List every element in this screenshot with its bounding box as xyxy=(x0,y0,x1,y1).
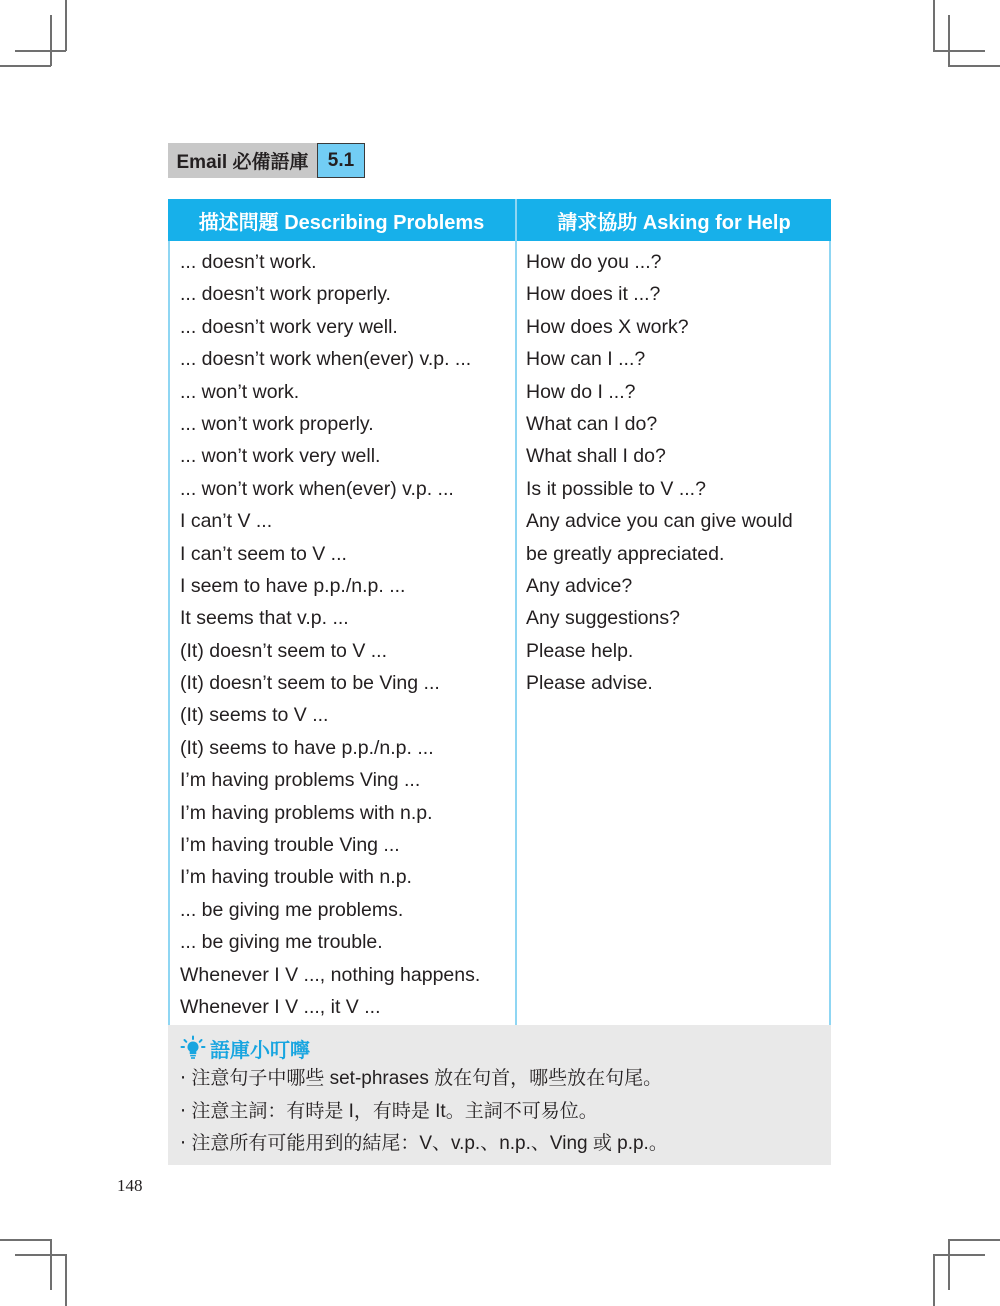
phrase-item: Please help. xyxy=(526,639,634,662)
phrase-item: Any advice you can give would xyxy=(526,510,793,533)
crop-mark xyxy=(65,1254,67,1306)
phrase-item: (It) doesn’t seem to be Ving ... xyxy=(180,672,440,695)
table-body xyxy=(168,241,831,1025)
phrase-item: I seem to have p.p./n.p. ... xyxy=(180,574,406,597)
crop-mark xyxy=(50,15,52,66)
crop-mark xyxy=(948,1239,1000,1241)
crop-mark xyxy=(948,65,1000,67)
phrase-item: I’m having trouble Ving ... xyxy=(180,834,400,857)
tip-item: ‧ 注意句子中哪些 set-phrases 放在句首，哪些放在句尾。 xyxy=(180,1068,663,1089)
crop-mark xyxy=(0,1239,51,1241)
phrase-item: Any advice? xyxy=(526,574,633,597)
phrase-item: I’m having problems with n.p. xyxy=(180,801,433,824)
column-header-asking-for-help: 請求協助 Asking for Help xyxy=(557,211,791,234)
phrase-item: I’m having problems Ving ... xyxy=(180,769,421,792)
page-number: 148 xyxy=(117,1176,143,1195)
phrase-item: I can’t seem to V ... xyxy=(180,542,347,565)
phrase-item: What can I do? xyxy=(526,412,658,435)
phrase-item: Whenever I V ..., nothing happens. xyxy=(180,963,481,986)
column-header-describing-problems: 描述問題 Describing Problems xyxy=(168,199,517,241)
section-number-badge: 5.1 xyxy=(317,143,365,178)
phrase-item: Is it possible to V ...? xyxy=(526,477,706,500)
phrase-item: How do you ...? xyxy=(526,251,662,273)
describing-problems-column xyxy=(170,241,517,1025)
tip-item: ‧ 注意主詞：有時是 I，有時是 It。主詞不可易位。 xyxy=(180,1100,598,1122)
asking-for-help-column xyxy=(517,241,829,1025)
crop-mark xyxy=(948,1239,950,1290)
crop-mark xyxy=(933,1254,985,1256)
table-header-row xyxy=(168,199,831,241)
phrase-item: How can I ...? xyxy=(526,348,646,371)
crop-mark xyxy=(0,65,51,67)
crop-mark xyxy=(948,15,950,66)
phrase-item: (It) doesn’t seem to V ... xyxy=(180,639,387,662)
phrase-item: ... won’t work when(ever) v.p. ... xyxy=(180,477,454,500)
phrase-item: Please advise. xyxy=(526,672,653,695)
phrase-item: ... won’t work properly. xyxy=(180,412,374,435)
section-title: Email 必備語庫 xyxy=(168,143,317,178)
phrase-item: How does X work? xyxy=(526,315,689,338)
lightbulb-icon xyxy=(180,1035,206,1061)
phrase-item: ... doesn’t work very well. xyxy=(180,315,398,338)
phrase-item: be greatly appreciated. xyxy=(526,542,725,565)
tips-title: 語庫小叮嚀 xyxy=(210,1039,310,1062)
phrase-item: ... be giving me problems. xyxy=(180,898,404,921)
tips-header xyxy=(180,1033,831,1063)
tip-item: ‧ 注意所有可能用到的結尾：V、v.p.、n.p.、Ving 或 p.p.。 xyxy=(180,1133,668,1154)
phrase-item: How does it ...? xyxy=(526,283,661,306)
phrase-table xyxy=(168,199,831,1025)
phrase-item: (It) seems to have p.p./n.p. ... xyxy=(180,736,434,759)
crop-mark xyxy=(50,1239,52,1290)
phrase-item: ... doesn’t work when(ever) v.p. ... xyxy=(180,348,472,371)
phrase-item: ... doesn’t work properly. xyxy=(180,283,391,306)
phrase-item: Any suggestions? xyxy=(526,607,680,630)
section-title-bar xyxy=(168,143,365,178)
crop-mark xyxy=(65,0,67,51)
phrase-item: I’m having trouble with n.p. xyxy=(180,866,412,889)
crop-mark xyxy=(933,50,985,52)
crop-mark xyxy=(15,50,66,52)
crop-mark xyxy=(933,1254,935,1306)
phrase-item: How do I ...? xyxy=(526,380,636,403)
phrase-item: ... won’t work very well. xyxy=(180,445,381,468)
phrase-item: ... doesn’t work. xyxy=(180,251,317,273)
phrase-item: ... be giving me trouble. xyxy=(180,931,383,954)
tips-box xyxy=(168,1025,831,1165)
phrase-item: Whenever I V ..., it V ... xyxy=(180,995,381,1018)
phrase-item: ... won’t work. xyxy=(180,380,300,403)
phrase-item: (It) seems to V ... xyxy=(180,704,329,727)
crop-mark xyxy=(933,0,935,51)
phrase-item: I can’t V ... xyxy=(180,510,273,533)
crop-mark xyxy=(15,1254,66,1256)
phrase-item: It seems that v.p. ... xyxy=(180,607,349,630)
phrase-item: What shall I do? xyxy=(526,445,666,468)
